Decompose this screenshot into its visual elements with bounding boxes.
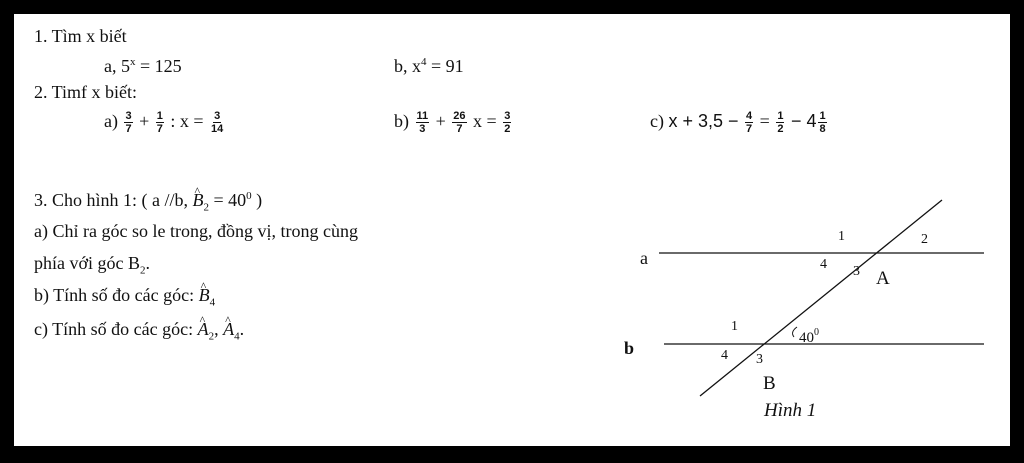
angle-a2-label: 2 bbox=[921, 232, 928, 247]
q1-part-b: b, $x^4 = 91$ bbox=[394, 56, 464, 76]
q3-part-a-line2: phía với góc $B_2$. bbox=[34, 253, 151, 277]
q3-part-c: c) Tính số đo các góc: ^ $A_2$, ^ $A_4$. bbox=[34, 318, 244, 348]
angle-arc-b2 bbox=[793, 327, 797, 337]
angle-a3-label: 3 bbox=[853, 264, 860, 279]
worksheet bbox=[14, 14, 1010, 446]
label-line-b: b bbox=[624, 338, 635, 358]
q3-title: 3. Cho hình 1: ( a //b, ^ $B_2 = 40^0$ ) bbox=[34, 185, 262, 219]
point-a-label: A bbox=[876, 268, 890, 289]
q1-title: 1. Tìm x biết bbox=[34, 26, 127, 46]
q1-part-a: a, $5^x = 125$ bbox=[104, 56, 182, 76]
q2-part-c: c) x + 3,5 − $\frac{4}{7}$ = $\frac{1}{2}$ − 4 $\frac{1}{8}$ bbox=[650, 110, 826, 136]
angle-b1-label: 1 bbox=[731, 319, 738, 334]
q2-title: 2. Timf x biết: bbox=[34, 82, 138, 102]
angle-a1-label: 1 bbox=[838, 229, 845, 244]
point-b-label: B bbox=[763, 373, 776, 394]
label-line-a: a bbox=[640, 248, 648, 268]
angle-b4-label: 4 bbox=[721, 348, 728, 363]
figure-1 bbox=[14, 14, 1010, 446]
transversal bbox=[700, 200, 942, 396]
q3-part-a-line1: a) Chỉ ra góc so le trong, đồng vị, trong cùng bbox=[34, 221, 358, 241]
q2-part-b: b) $\frac{11}{3}$ + $\frac{26}{7}$ x = $\frac{3}{2}$ bbox=[394, 110, 511, 136]
q2-part-a: a) $\frac{3}{7}$ + $\frac{1}{7}$ : x = $\frac{3}{14}$ bbox=[104, 110, 224, 136]
figure-caption: Hình 1 bbox=[764, 400, 817, 421]
q3-part-b: b) Tính số đo các góc: ^ $B_4$ bbox=[34, 284, 215, 314]
angle-a4-label: 4 bbox=[820, 257, 827, 272]
angle-b3-label: 3 bbox=[756, 352, 763, 367]
angle-b2-label: $40^0$ bbox=[799, 327, 819, 346]
